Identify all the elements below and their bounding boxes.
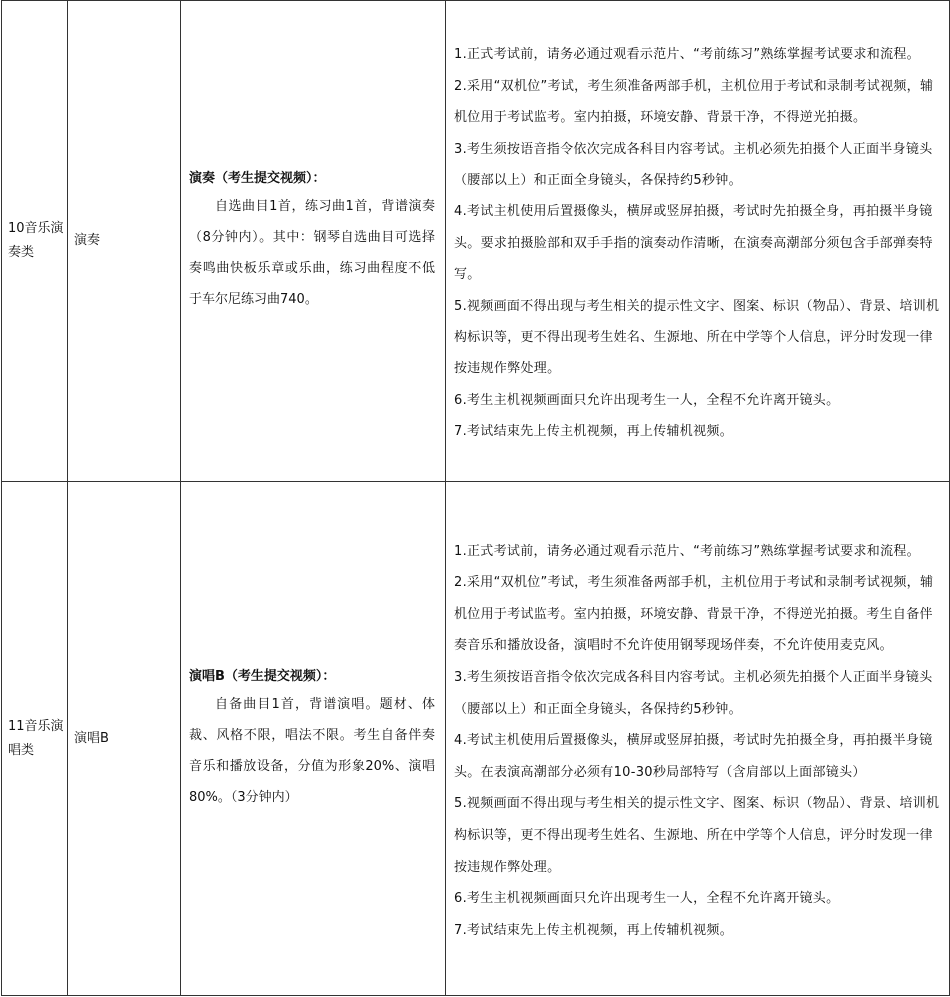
requirement-item: 1.正式考试前，请务必通过观看示范片、“考前练习”熟练掌握考试要求和流程。 bbox=[454, 543, 920, 559]
requirements-cell bbox=[446, 1, 950, 482]
item-text: 演唱B bbox=[74, 730, 109, 746]
item-cell bbox=[68, 1, 181, 482]
content-body: 自备曲目1首，背谱演唱。题材、体裁、风格不限，唱法不限。考生自备伴奏音乐和播放设备，分值为形象20%、演唱80%。（3分钟内） bbox=[189, 696, 435, 805]
requirement-item: 3.考生须按语音指令依次完成各科目内容考试。主机必须先拍摄个人正面半身镜头（腰部以上）和正面全身镜头，各保持约5秒钟。 bbox=[454, 670, 933, 717]
requirement-item: 6.考生主机视频画面只允许出现考生一人，全程不允许离开镜头。 bbox=[454, 392, 840, 408]
requirements-cell bbox=[446, 482, 950, 996]
requirement-item: 4.考试主机使用后置摄像头，横屏或竖屏拍摄，考试时先拍摄全身，再拍摄半身镜头。在表演高潮部分必须有10-30秒局部特写（含肩部以上面部镜头） bbox=[454, 733, 933, 780]
content-title: 演奏（考生提交视频）： bbox=[189, 171, 326, 186]
requirement-item: 2.采用“双机位”考试，考生须准备两部手机，主机位用于考试和录制考试视频，辅机位用于考试监考。室内拍摄，环境安静、背景干净，不得逆光拍摄。 bbox=[454, 78, 934, 126]
item-text: 演奏 bbox=[74, 233, 101, 248]
content-title: 演唱B（考生提交视频）： bbox=[189, 668, 336, 684]
category-text: 10音乐演奏类 bbox=[8, 221, 64, 260]
content-cell bbox=[181, 1, 446, 482]
requirements-list bbox=[454, 39, 943, 447]
requirement-item: 3.考生须按语音指令依次完成各科目内容考试。主机必须先拍摄个人正面半身镜头（腰部以上）和正面全身镜头，各保持约5秒钟。 bbox=[454, 141, 933, 188]
content-body: 自选曲目1首，练习曲1首，背谱演奏（8分钟内）。其中：钢琴自选曲目可选择奏鸣曲快板乐章或乐曲，练习曲程度不低于车尔尼练习曲740。 bbox=[189, 199, 435, 307]
requirement-item: 6.考生主机视频画面只允许出现考生一人，全程不允许离开镜头。 bbox=[454, 891, 840, 907]
item-cell bbox=[68, 482, 181, 996]
exam-requirements-table bbox=[1, 0, 950, 996]
table-row bbox=[2, 1, 950, 482]
requirement-item: 7.考试结束先上传主机视频，再上传辅机视频。 bbox=[454, 424, 734, 440]
requirement-item: 1.正式考试前，请务必通过观看示范片、“考前练习”熟练掌握考试要求和流程。 bbox=[454, 47, 920, 63]
requirement-item: 5.视频画面不得出现与考生相关的提示性文字、图案、标识（物品）、背景、培训机构标识等，更不得出现考生姓名、生源地、所在中学等个人信息，评分时发现一律按违规作弊处理。 bbox=[454, 298, 940, 377]
requirement-item: 4.考试主机使用后置摄像头，横屏或竖屏拍摄，考试时先拍摄全身，再拍摄半身镜头。要求拍摄脸部和双手手指的演奏动作清晰，在演奏高潮部分须包含手部弹奏特写。 bbox=[454, 204, 933, 283]
table-row bbox=[2, 482, 950, 996]
requirement-item: 5.视频画面不得出现与考生相关的提示性文字、图案、标识（物品）、背景、培训机构标识等，更不得出现考生姓名、生源地、所在中学等个人信息，评分时发现一律按违规作弊处理。 bbox=[454, 796, 940, 875]
requirements-list bbox=[454, 536, 943, 947]
requirement-item: 2.采用“双机位”考试，考生须准备两部手机，主机位用于考试和录制考试视频，辅机位用于考试监考。室内拍摄，环境安静、背景干净，不得逆光拍摄。考生自备伴奏音乐和播放设备，演唱时不允许使用钢琴现场伴奏，不允许使用麦克风。 bbox=[454, 575, 934, 654]
category-cell bbox=[2, 482, 68, 996]
requirement-item: 7.考试结束先上传主机视频，再上传辅机视频。 bbox=[454, 922, 734, 938]
category-cell bbox=[2, 1, 68, 482]
category-text: 11音乐演唱类 bbox=[8, 718, 64, 758]
content-cell bbox=[181, 482, 446, 996]
